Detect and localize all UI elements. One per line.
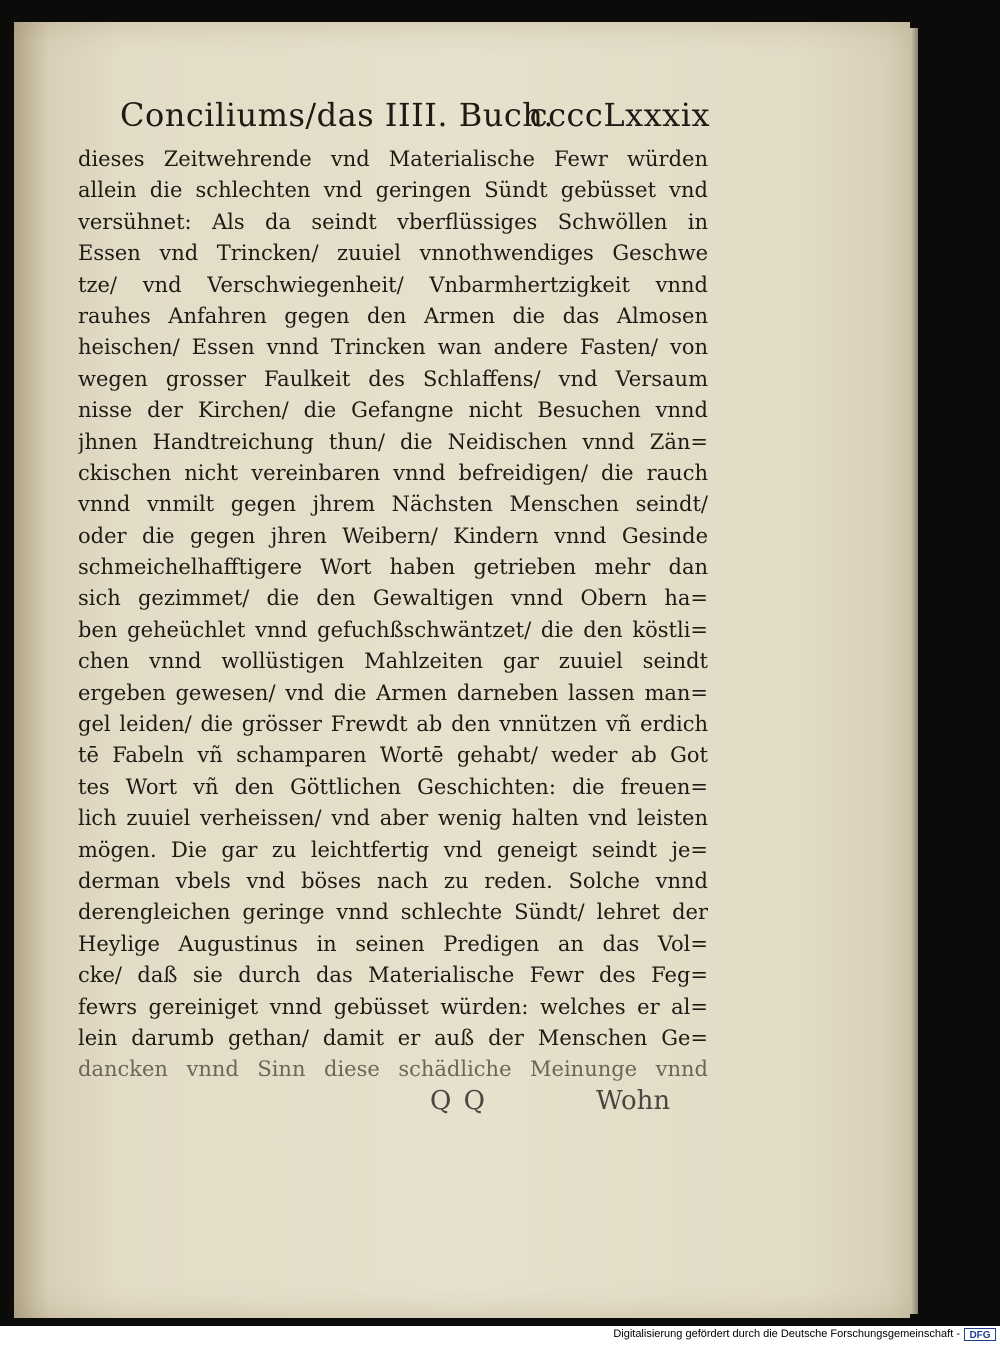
text-line: oder die gegen jhren Weibern/ Kindern vnnd Gesinde [78, 523, 708, 548]
text-line: nisse der Kirchen/ die Gefangne nicht Besuchen vnnd [78, 398, 708, 423]
page-header [120, 96, 710, 142]
text-line: Essen vnd Trincken/ zuuiel vnnothwendiges Geschwe [78, 241, 708, 266]
text-line: lein darumb gethan/ damit er auß der Menschen Ge= [78, 1025, 708, 1050]
text-line: ergeben gewesen/ vnd die Armen darneben lassen man= [78, 680, 708, 705]
text-line: ckischen nicht vereinbaren vnnd befreidigen/ die rauch [78, 460, 708, 485]
text-line: vnnd vnmilt gegen jhrem Nächsten Menschen seindt/ [78, 492, 708, 517]
text-line: jhnen Handtreichung thun/ die Neidischen vnnd Zän= [78, 429, 708, 454]
text-line: ben geheüchlet vnnd gefuchßschwäntzet/ die den köstli= [78, 617, 708, 642]
folio-number: ccccLxxxix [529, 96, 710, 134]
text-line: tes Wort vñ den Göttlichen Geschichten: die freuen= [78, 774, 708, 799]
text-line: sich gezimmet/ die den Gewaltigen vnnd Obern ha= [78, 586, 708, 611]
text-line: derengleichen geringe vnnd schlechte Sündt/ lehret der [78, 900, 708, 925]
text-line: lich zuuiel verheissen/ vnd aber wenig halten vnd leisten [78, 806, 708, 831]
text-line: rauhes Anfahren gegen den Armen die das Almosen [78, 303, 708, 328]
page-edge [910, 28, 918, 1314]
text-line: heischen/ Essen vnnd Trincken wan andere Fasten/ von [78, 335, 708, 360]
funding-credit: Digitalisierung gefördert durch die Deutsche Forschungsgemeinschaft - [613, 1328, 960, 1340]
text-line: allein die schlechten vnd geringen Sündt gebüsset vnd [78, 178, 708, 203]
dfg-logo: DFG [964, 1328, 996, 1341]
text-line: gel leiden/ die grösser Frewdt ab den vnnützen vñ erdich [78, 712, 708, 737]
signature-mark: Q Q [430, 1086, 487, 1116]
running-title: Conciliums/das IIII. Buch. [120, 96, 555, 134]
text-line: wegen grosser Faulkeit des Schlaffens/ vnd Versaum [78, 366, 708, 391]
text-line: derman vbels vnd böses nach zu reden. Solche vnnd [78, 868, 708, 893]
text-line: cke/ daß sie durch das Materialische Fewr des Feg= [78, 963, 708, 988]
text-line: fewrs gereiniget vnnd gebüsset würden: welches er al= [78, 994, 708, 1019]
text-line: chen vnnd wollüstigen Mahlzeiten gar zuuiel seindt [78, 649, 708, 674]
text-line: dancken vnnd Sinn diese schädliche Meinunge vnnd [78, 1057, 708, 1082]
text-line: Heylige Augustinus in seinen Predigen an das Vol= [78, 931, 708, 956]
text-line: tze/ vnd Verschwiegenheit/ Vnbarmhertzigkeit vnnd [78, 272, 708, 297]
catchword: Wohn [596, 1086, 671, 1116]
text-line: tē Fabeln vñ schamparen Wortē gehabt/ weder ab Got [78, 743, 708, 768]
text-line: mögen. Die gar zu leichtfertig vnd geneigt seindt je= [78, 837, 708, 862]
text-line: dieses Zeitwehrende vnd Materialische Fewr würden [78, 147, 708, 171]
text-line: versühnet: Als da seindt vberflüssiges Schwöllen in [78, 209, 708, 234]
text-line: schmeichelhafftigere Wort haben getrieben mehr dan [78, 555, 708, 580]
body-text [78, 144, 708, 1086]
